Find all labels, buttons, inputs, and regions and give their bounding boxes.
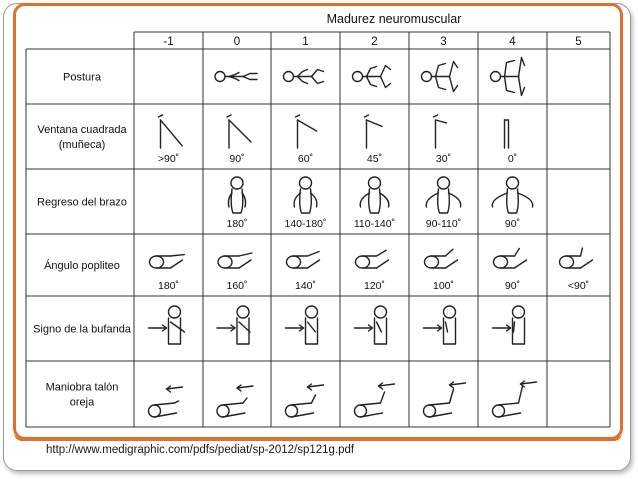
drawing-stroke [175,401,179,403]
score-header-row [163,36,581,48]
scarf-sign-icon [149,306,185,344]
drawing-stroke [377,322,382,332]
drawing-stroke [446,260,458,268]
figure-body [149,405,161,417]
scarf-sign-icon [286,306,318,344]
drawing-stroke [243,74,257,77]
drawing-stroke [239,253,252,256]
drawing-stroke [223,403,245,417]
arm-recoil-icon [228,177,245,213]
cell-value: 180˚ [157,280,180,292]
drawing-stroke [171,322,185,332]
drawing-stroke [243,77,257,80]
popliteal-angle-icon [287,252,320,268]
maturity-drawings [149,58,593,418]
drawing-stroke [367,77,377,87]
figure-head [237,306,249,318]
cell-value: 160˚ [226,280,248,292]
figure-body [218,256,232,268]
drawing-stroke [377,260,389,268]
drawing-stroke [312,395,316,403]
cell-value: 120˚ [363,280,386,292]
drawing-stroke [361,403,383,417]
drawing-stroke [519,58,525,77]
row-label: Ángulo popliteo [44,260,120,272]
cell-value: <90˚ [567,280,590,292]
figure-head [300,177,312,189]
score-header: 4 [509,36,516,48]
figure-body [425,256,439,268]
figure-body [150,256,164,268]
square-window-icon [296,115,317,148]
figure-head [513,306,525,318]
drawing-stroke [519,77,525,96]
drawing-stroke [161,120,183,146]
scarf-sign-icon [217,306,250,344]
popliteal-angle-icon [560,248,593,268]
cell-value: 0˚ [507,153,518,165]
figure-head [353,72,363,82]
row-label: oreja [69,396,95,409]
drawing-stroke [296,115,300,117]
drawing-stroke [312,77,324,84]
figure-body [493,405,505,417]
figure-body [286,405,298,417]
row-label: Regreso del brazo [37,196,127,209]
arm-recoil-icon [294,177,317,213]
posture-figure-icon [215,72,257,82]
drawing-stroke [581,260,593,268]
drawing-stroke [367,67,377,77]
row-label: Ventana cuadrada [37,124,127,136]
drawing-stroke [369,189,381,213]
figure-head [422,72,432,82]
drawing-stroke [298,77,308,84]
cell-value: 90-110˚ [425,218,462,230]
heel-to-ear-icon [149,386,183,417]
drawing-stroke [231,189,243,213]
drawing-stroke [430,403,452,417]
figure-head [284,72,294,82]
drawing-stroke [155,403,177,417]
drawing-stroke [298,120,317,131]
drawing-stroke [450,62,458,77]
cell-value: 30˚ [435,153,452,165]
figure-body [356,256,370,268]
heel-to-ear-icon [217,385,253,417]
figure-head [215,72,225,82]
figure-head [231,177,243,189]
drawing-stroke [450,77,458,92]
drawing-stroke [381,66,391,77]
posture-figure-icon [491,58,525,96]
table-title: Madurez neuromuscular [326,12,462,26]
drawing-stroke [436,77,446,90]
source-url-caption: http://www.medigraphic.com/pdfs/pediat/sp-2012/sp121g.pdf [46,444,355,456]
drawing-stroke [229,120,251,142]
drawing-stroke [515,248,520,256]
figure-head [491,72,501,82]
drawing-stroke [308,260,320,268]
drawing-stroke [377,250,387,256]
popliteal-angle-icon [150,255,185,268]
cell-value: 90˚ [504,280,521,292]
row-label: Postura [63,71,101,84]
cell-value: 60˚ [297,153,314,165]
square-window-icon [159,115,183,148]
heel-to-ear-icon [355,383,395,417]
popliteal-angle-icon [218,253,252,268]
drawing-stroke [505,61,515,77]
drawing-stroke [298,70,308,77]
figure-head [507,177,519,189]
figure-body [560,256,574,268]
figure-head [444,306,456,318]
heel-to-ear-icon [424,382,466,417]
drawing-stroke [499,403,521,417]
cell-values [158,153,589,292]
drawing-stroke [292,403,314,417]
figure-head [169,306,181,318]
figure-body [217,405,229,417]
drawing-stroke [227,115,231,117]
drawing-stroke [446,322,448,332]
drawing-stroke [308,322,316,332]
cell-value: >90˚ [157,153,180,165]
cell-value: 140˚ [294,280,317,292]
drawing-stroke [426,193,438,207]
heel-to-ear-icon [286,384,324,417]
drawing-stroke [365,115,369,117]
score-header: 1 [302,36,309,48]
neuromuscular-maturity-table [16,6,620,437]
drawing-stroke [243,398,247,403]
figure-body [424,405,436,417]
drawing-stroke [381,392,385,403]
popliteal-angle-icon [356,250,389,268]
arm-recoil-icon [360,177,389,213]
posture-figure-icon [284,70,324,84]
cell-value: 110-140˚ [353,218,396,230]
drawing-stroke [505,77,515,93]
cell-value: 90˚ [504,218,521,230]
drawing-stroke [171,255,185,256]
drawing-stroke [434,115,438,117]
popliteal-angle-icon [425,249,458,268]
drawing-stroke [159,115,163,117]
square-window-icon [365,115,383,148]
drawing-stroke [514,322,515,332]
figure-head [438,177,450,189]
drawing-stroke [239,260,251,268]
figure-body [494,256,508,268]
drawing-stroke [300,189,312,213]
figure-head [375,306,387,318]
drawing-stroke [450,389,454,403]
score-header: 0 [233,36,241,48]
drawing-stroke [381,77,391,88]
drawing-stroke [436,64,446,77]
drawing-stroke [367,120,383,126]
scarf-sign-icon [424,306,456,344]
score-header: 2 [371,36,378,48]
scarf-sign-icon [355,306,387,344]
posture-figure-icon [353,66,391,88]
drawing-stroke [518,193,533,207]
drawing-stroke [312,70,324,77]
drawing-stroke [515,260,527,268]
drawing-stroke [308,252,320,256]
row-labels [33,72,132,409]
square-window-icon [434,115,447,148]
drawing-stroke [446,249,453,256]
drawing-stroke [171,260,183,268]
posture-figure-icon [422,62,458,92]
figure-body [355,405,367,417]
cell-value: 100˚ [432,280,455,292]
drawing-stroke [492,193,507,207]
drawing-stroke [436,120,447,123]
score-header: 5 [575,36,582,48]
square-window-icon [505,120,509,148]
arm-recoil-icon [426,177,461,213]
square-window-icon [227,115,251,148]
row-label: Signo de la bufanda [33,323,131,336]
drawing-stroke [507,189,519,213]
row-label: Maniobra talón [45,381,119,394]
figure-body [287,256,301,268]
heel-to-ear-icon [493,381,537,417]
row-label: (muñeca) [58,139,106,151]
score-header: 3 [440,36,447,48]
score-header: -1 [163,36,174,48]
slide-panel [13,3,623,440]
drawing-stroke [438,189,450,213]
drawing-stroke [581,248,583,256]
cell-value: 90˚ [229,153,245,165]
drawing-stroke [519,386,523,403]
scarf-sign-icon [493,306,525,344]
cell-value: 45˚ [366,153,383,165]
popliteal-angle-icon [494,248,527,268]
cell-value: 180˚ [226,218,248,230]
figure-head [306,306,318,318]
cell-value: 140-180˚ [284,218,327,230]
arm-recoil-icon [492,177,532,213]
drawing-stroke [449,193,461,207]
figure-head [369,177,381,189]
